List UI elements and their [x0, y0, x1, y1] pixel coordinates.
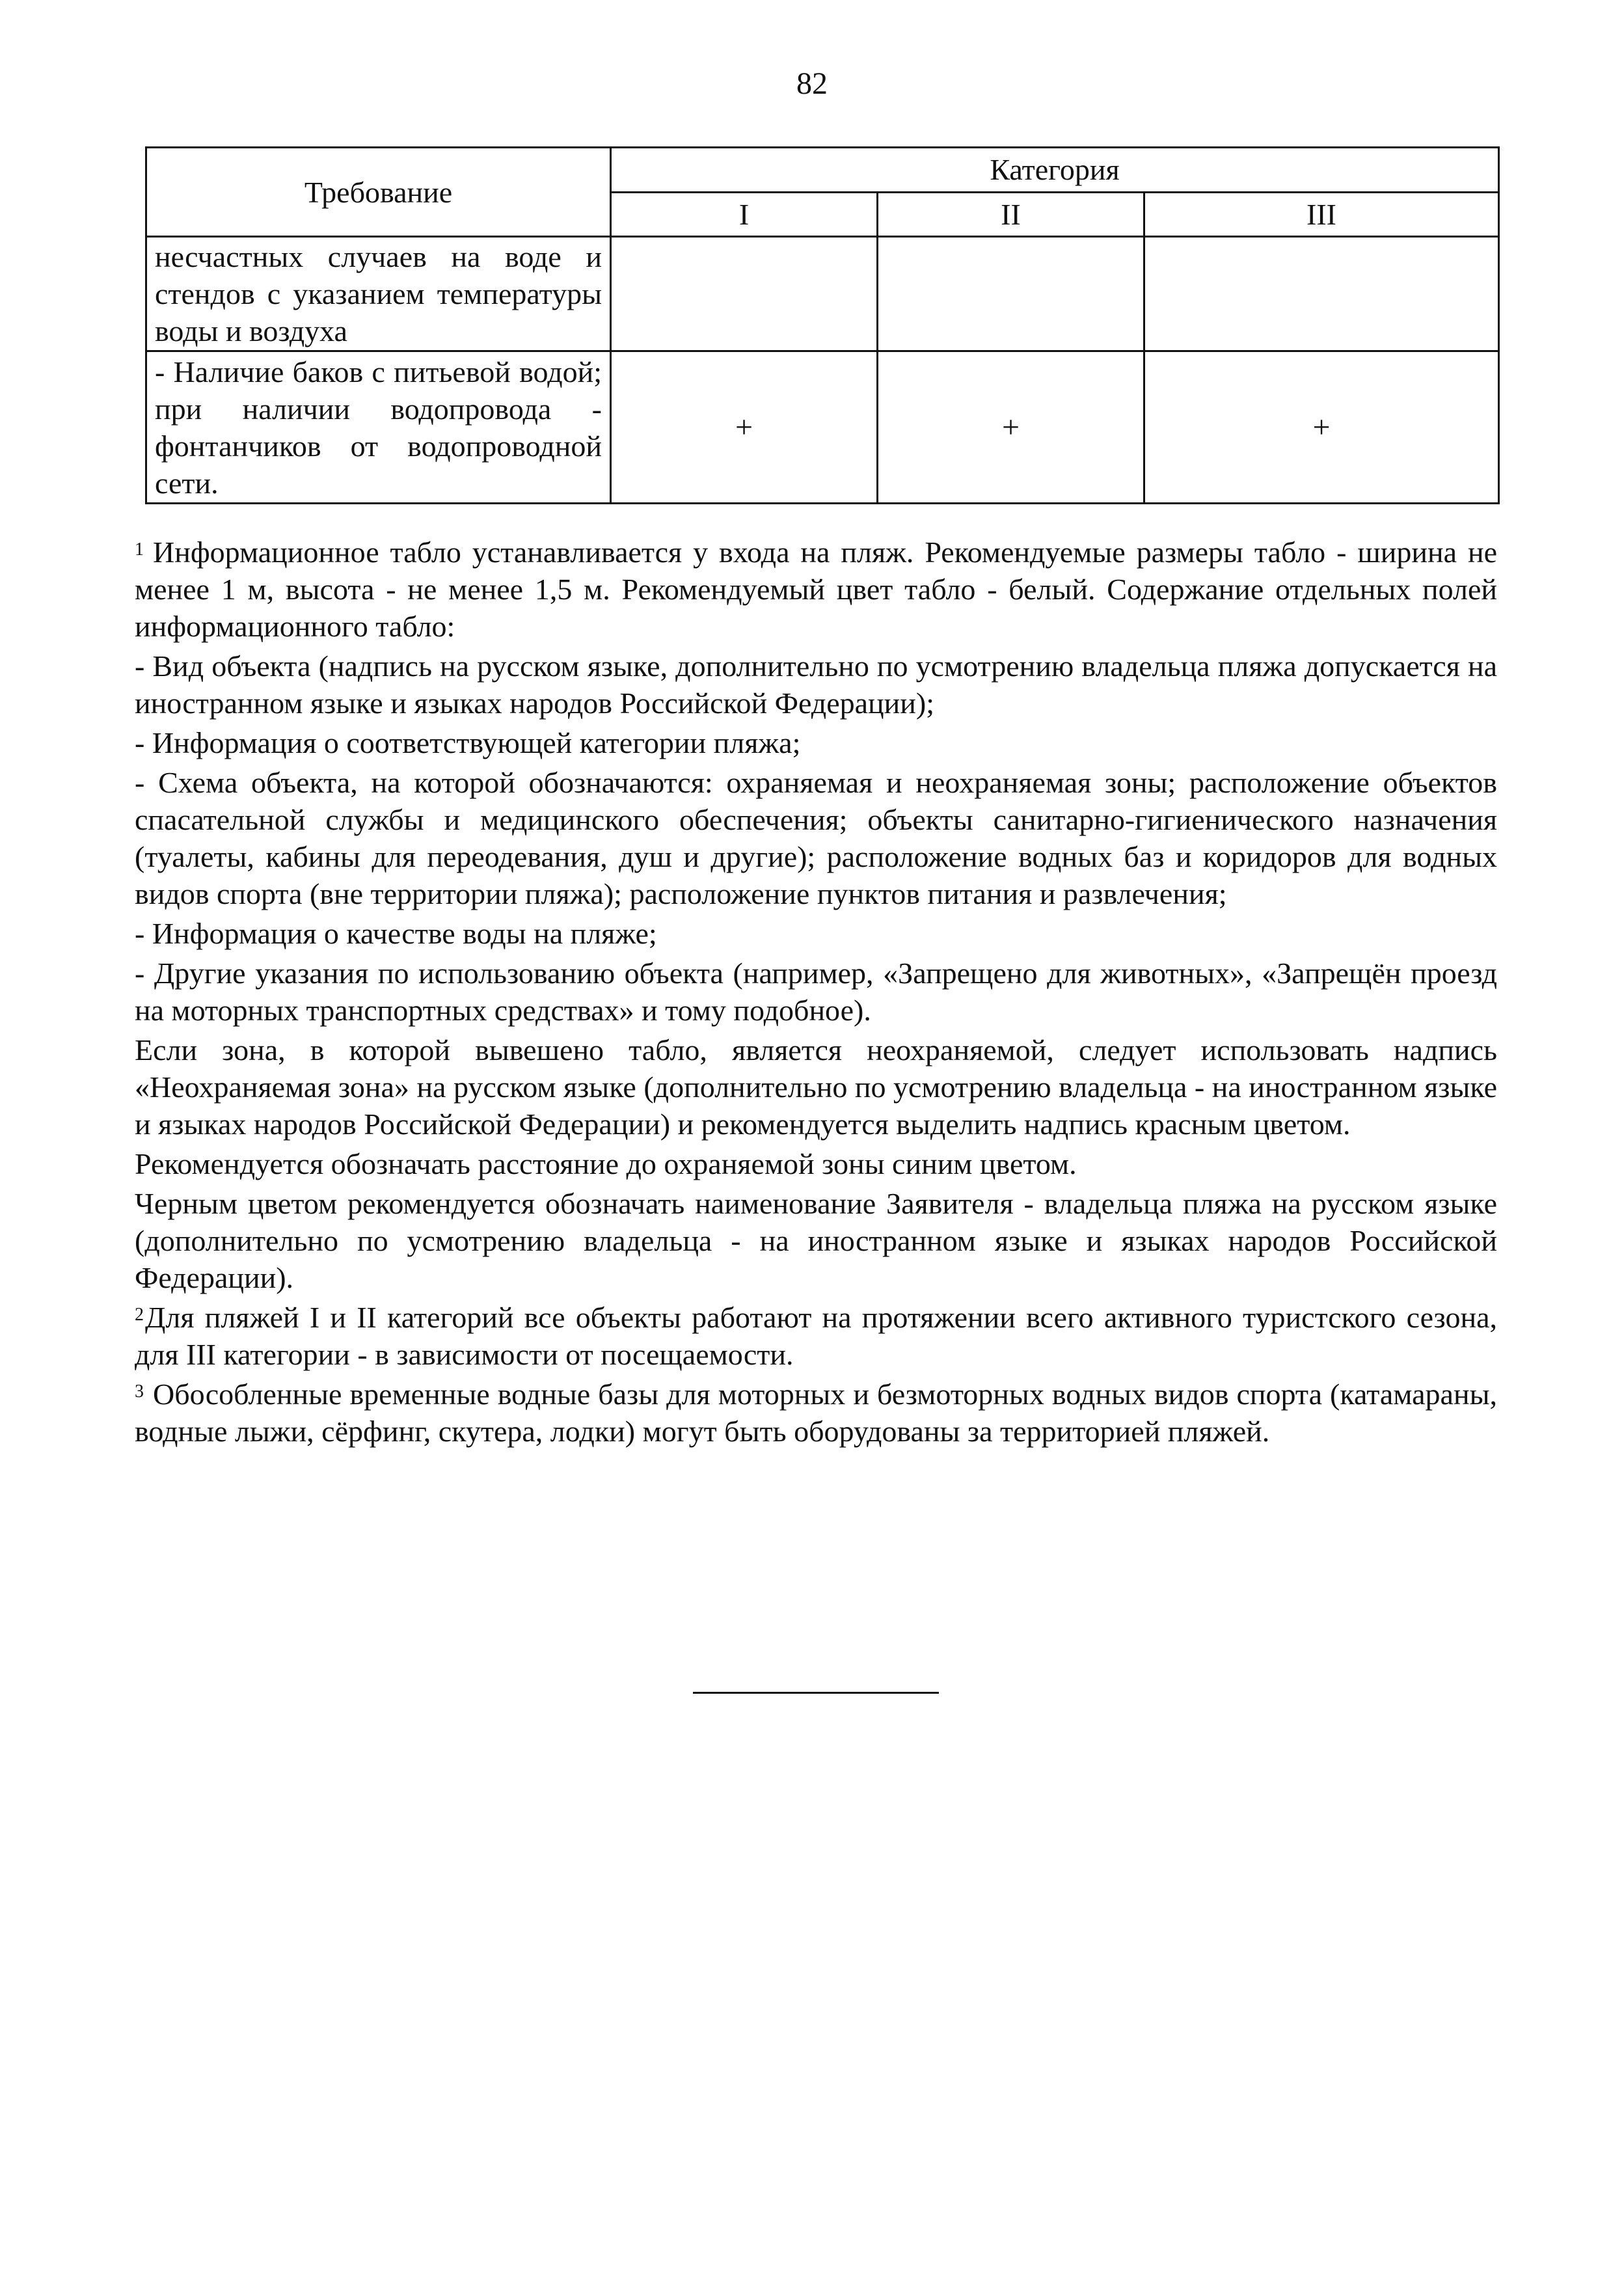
category-1-mark: [611, 237, 878, 351]
footnote-text: Для пляжей I и II категорий все объекты работают на протяжении всего активного туристского сезона, для III категории - в зависимости от посещаемости.: [135, 1301, 1497, 1371]
footnote-3: [135, 1376, 1497, 1450]
table-row: [146, 237, 1499, 351]
category-3-mark: [1144, 237, 1499, 351]
category-3-mark: +: [1144, 351, 1499, 504]
footnote-paragraph: - Вид объекта (надпись на русском языке, дополнительно по усмотрению владельца пляжа допускается на иностранном языке и языках народов Российской Федерации);: [135, 649, 1497, 720]
page-number: 82: [796, 66, 828, 101]
footnote-paragraph: - Информация о соответствующей категории пляжа;: [135, 726, 801, 759]
footnote-paragraph: - Другие указания по использованию объекта (например, «Запрещено для животных», «Запрещён проезд на моторных транспортных средствах» и тому подобное).: [135, 957, 1497, 1027]
footnote-2: [135, 1299, 1497, 1373]
category-1-mark: +: [611, 351, 878, 504]
footnote-marker: 2: [135, 1305, 144, 1325]
header-category-1: I: [611, 192, 878, 237]
requirement-cell: - Наличие баков с питьевой водой; при наличии водопровода - фонтанчиков от водопроводной сети.: [146, 351, 611, 504]
footnote-marker: 1: [135, 539, 144, 560]
category-2-mark: [878, 237, 1144, 351]
header-category: Категория: [611, 148, 1499, 193]
footnote-paragraph: - Информация о качестве воды на пляже;: [135, 917, 657, 950]
requirement-cell: несчастных случаев на воде и стендов с указанием температуры воды и воздуха: [146, 237, 611, 351]
header-requirement: Требование: [146, 148, 611, 237]
table-row: [146, 351, 1499, 504]
footnote-paragraph: Если зона, в которой вывешено табло, является неохраняемой, следует использовать надпись «Неохраняемая зона» на русском языке (дополнительно по усмотрению владельца - на иностранном языке и языках народов Российской Федерации) и рекомендуется выделить надпись красным цветом.: [135, 1033, 1497, 1141]
footnote-paragraph: - Схема объекта, на которой обозначаются: охраняемая и неохраняемая зоны; расположение объектов спасательной службы и медицинского обеспечения; объекты санитарно-гигиенического назначения (туалеты, кабины для переодевания, душ и другие); расположение водных баз и коридоров для водных видов спорта (вне территории пляжа); расположение пунктов питания и развлечения;: [135, 766, 1497, 910]
footnote-paragraph: Рекомендуется обозначать расстояние до охраняемой зоны синим цветом.: [135, 1147, 1077, 1180]
requirements-table: [145, 146, 1500, 504]
footnote-1-intro: [135, 534, 1497, 645]
footnotes: [135, 534, 1497, 1450]
footnote-marker: 3: [135, 1381, 144, 1402]
end-divider: [693, 1692, 939, 1694]
category-2-mark: +: [878, 351, 1144, 504]
footnote-text: Информационное табло устанавливается у входа на пляж. Рекомендуемые размеры табло - ширина не менее 1 м, высота - не менее 1,5 м. Рекомендуемый цвет табло - белый. Содержание отдельных полей информационного табло:: [135, 536, 1497, 643]
header-category-3: III: [1144, 192, 1499, 237]
footnote-text: Обособленные временные водные базы для моторных и безмоторных водных видов спорта (катамараны, водные лыжи, сёрфинг, скутера, лодки) могут быть оборудованы за территорией пляжей.: [135, 1378, 1497, 1448]
footnote-paragraph: Черным цветом рекомендуется обозначать наименование Заявителя - владельца пляжа на русском языке (дополнительно по усмотрению владельца - на иностранном языке и языках народов Российской Федерации).: [135, 1187, 1497, 1294]
header-category-2: II: [878, 192, 1144, 237]
